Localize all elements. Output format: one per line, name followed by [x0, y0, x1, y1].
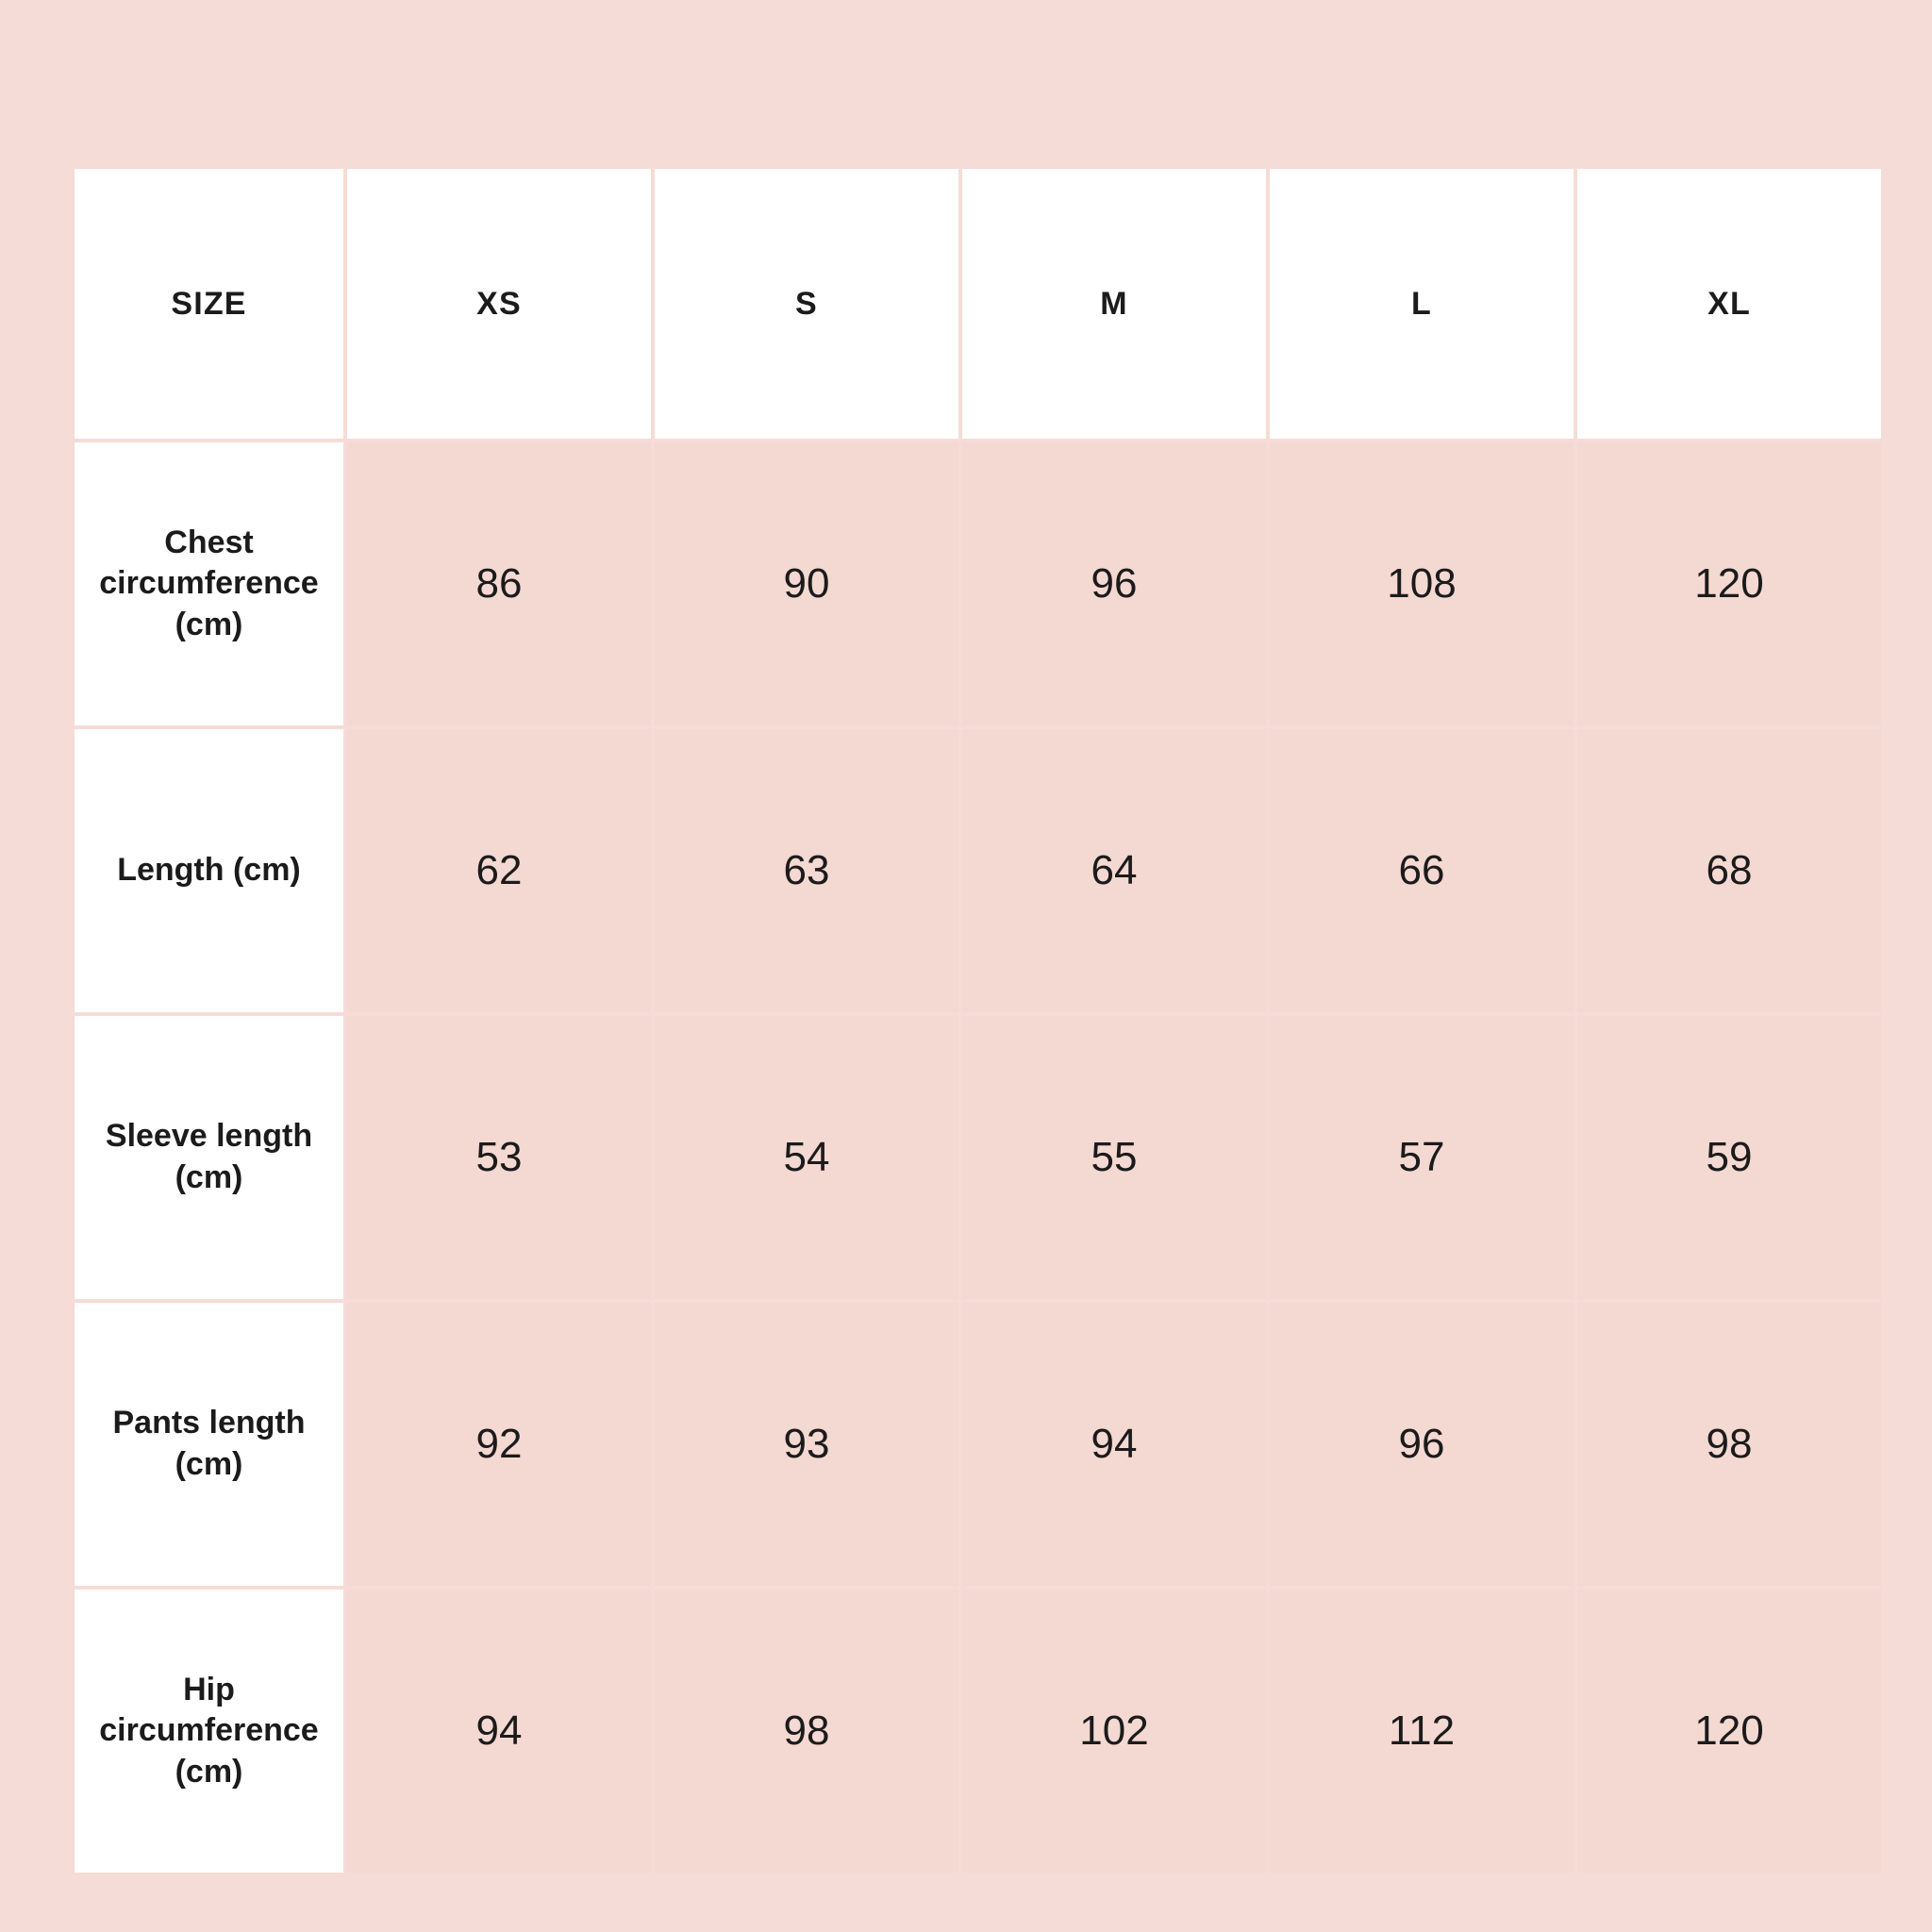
cell-chest-xl: 120 [1577, 442, 1881, 725]
row-label-hip: Hip circumference (cm) [75, 1590, 343, 1873]
header-size-label: SIZE [75, 169, 343, 439]
cell-hip-s: 98 [655, 1590, 958, 1873]
header-size-xl: XL [1577, 169, 1881, 439]
cell-pants-l: 96 [1270, 1303, 1574, 1586]
table-row [75, 1303, 1881, 1586]
cell-hip-xs: 94 [347, 1590, 651, 1873]
size-chart-table [71, 165, 1885, 1876]
cell-length-xl: 68 [1577, 729, 1881, 1012]
cell-length-l: 66 [1270, 729, 1574, 1012]
cell-hip-xl: 120 [1577, 1590, 1881, 1873]
header-size-s: S [655, 169, 958, 439]
row-label-pants-length: Pants length (cm) [75, 1303, 343, 1586]
row-label-chest: Chest circumference (cm) [75, 442, 343, 725]
cell-length-xs: 62 [347, 729, 651, 1012]
header-size-l: L [1270, 169, 1574, 439]
size-chart-container [71, 165, 1861, 1854]
cell-hip-l: 112 [1270, 1590, 1574, 1873]
cell-chest-s: 90 [655, 442, 958, 725]
cell-sleeve-xs: 53 [347, 1016, 651, 1299]
row-label-length: Length (cm) [75, 729, 343, 1012]
header-size-xs: XS [347, 169, 651, 439]
table-header-row [75, 169, 1881, 439]
cell-hip-m: 102 [962, 1590, 1266, 1873]
cell-pants-s: 93 [655, 1303, 958, 1586]
cell-chest-xs: 86 [347, 442, 651, 725]
cell-chest-l: 108 [1270, 442, 1574, 725]
cell-length-s: 63 [655, 729, 958, 1012]
table-row [75, 729, 1881, 1012]
cell-pants-m: 94 [962, 1303, 1266, 1586]
header-size-m: M [962, 169, 1266, 439]
table-row [75, 1016, 1881, 1299]
cell-pants-xs: 92 [347, 1303, 651, 1586]
cell-chest-m: 96 [962, 442, 1266, 725]
row-label-sleeve-length: Sleeve length (cm) [75, 1016, 343, 1299]
cell-sleeve-s: 54 [655, 1016, 958, 1299]
cell-pants-xl: 98 [1577, 1303, 1881, 1586]
cell-sleeve-l: 57 [1270, 1016, 1574, 1299]
cell-sleeve-xl: 59 [1577, 1016, 1881, 1299]
cell-sleeve-m: 55 [962, 1016, 1266, 1299]
cell-length-m: 64 [962, 729, 1266, 1012]
table-row [75, 1590, 1881, 1873]
table-row [75, 442, 1881, 725]
